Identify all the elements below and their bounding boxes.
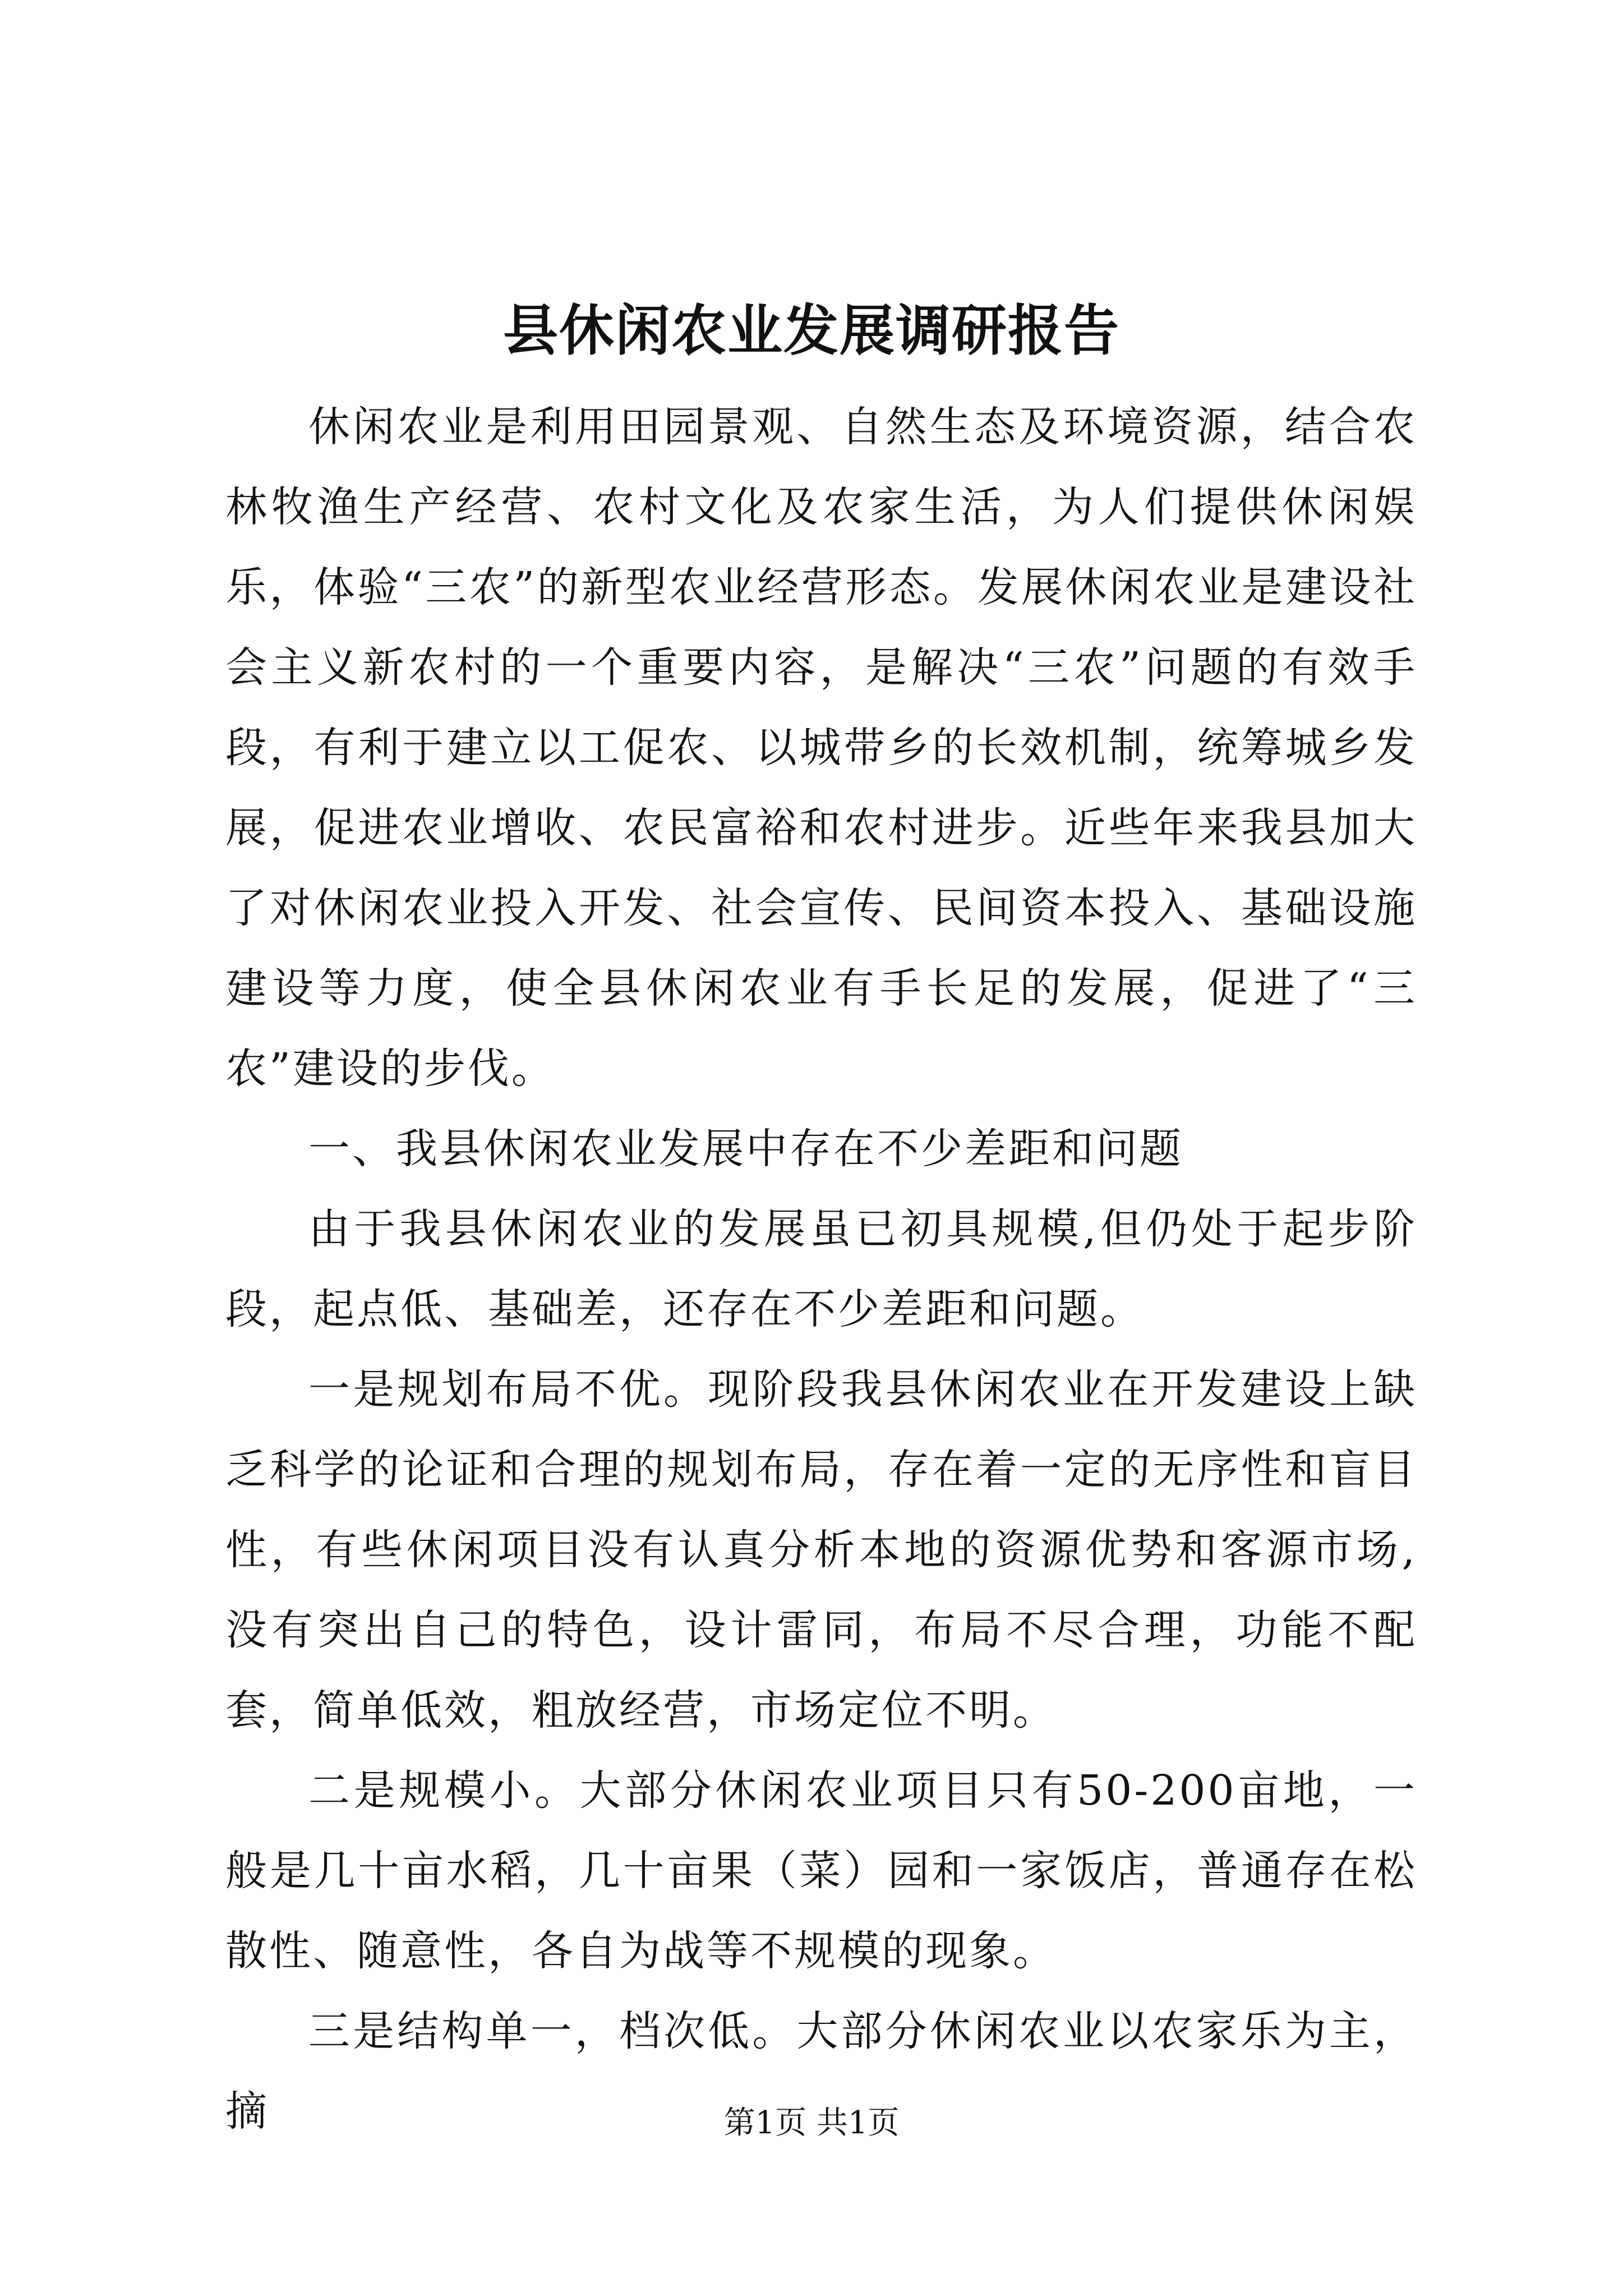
paragraph: 二是规模小。大部分休闲农业项目只有50-200亩地，一般是几十亩水稻，几十亩果（菜）园和一家饭店，普通存在松散性、随意性，各自为战等不规模的现象。 [225,1766,1417,1975]
document-title: 县休闲农业发展调研报告 [502,298,1120,363]
document-body [225,387,1417,2152]
intro-paragraph: 休闲农业是利用田园景观、自然生态及环境资源，结合农林牧渔生产经营、农村文化及农家生活，为人们提供休闲娱乐，体验“三农”的新型农业经营形态。发展休闲农业是建设社会主义新农村的一个重要内容，是解决“三农”问题的有效手段，有利于建立以工促农、以城带乡的长效机制，统筹城乡发展，促进农业增收、农民富裕和农村进步。近些年来我县加大了对休闲农业投入开发、社会宣传、民间资本投入、基础设施建设等力度，使全县休闲农业有手长足的发展，促进了“三农”建设的步伐。 [225,403,1417,1093]
paragraph: 由于我县休闲农业的发展虽已初具规模,但仍处于起步阶段，起点低、基础差，还存在不少差距和问题。 [225,1205,1417,1333]
paragraph: 三是结构单一，档次低。大部分休闲农业以农家乐为主，摘 [225,2007,1417,2136]
section-heading: 一、我县休闲农业发展中存在不少差距和问题 [308,1125,1183,1173]
page-footer: 第1页 共1页 [723,2105,900,2141]
paragraph: 一是规划布局不优。现阶段我县休闲农业在开发建设上缺乏科学的论证和合理的规划布局，存在着一定的无序性和盲目性，有些休闲项目没有认真分析本地的资源优势和客源市场,没有突出自己的特色，设计雷同，布局不尽合理，功能不配套，简单低效，粗放经营，市场定位不明。 [225,1365,1417,1734]
